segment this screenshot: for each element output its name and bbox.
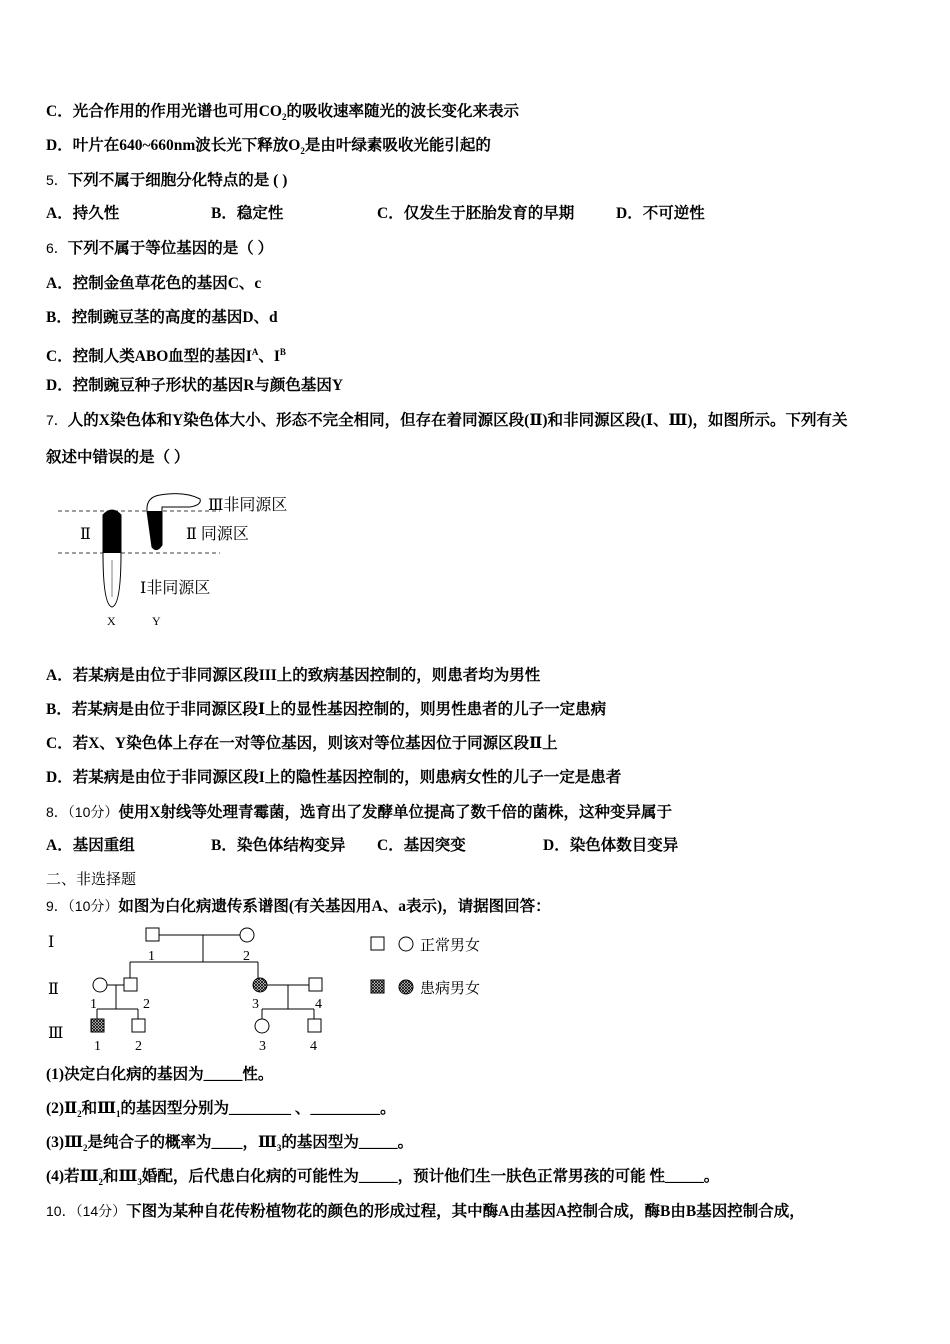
- q8-option-b: B．染色体结构变异: [211, 837, 346, 854]
- q6-option-c: C．控制人类ABO血型的基因$I^A$、$I^B$: [46, 347, 286, 366]
- gen2-num-4: 4: [315, 997, 322, 1012]
- q9-sub4: (4)若$Ⅲ_2$和$Ⅲ_3$婚配，后代患白化病的可能性为_____，预计他们生一肤色正常男孩的可能 性_____。: [46, 1168, 720, 1188]
- q7-option-a: A．若某病是由位于非同源区段III上的致病基因控制的，则患者均为男性: [46, 667, 541, 684]
- q5-stem: 5．下列不属于细胞分化特点的是 ( ): [46, 172, 288, 189]
- gen3-num-3: 3: [259, 1039, 266, 1054]
- gen1-num-2: 2: [243, 949, 250, 964]
- legend-normal-male: [371, 937, 384, 950]
- gen2-male-2: [124, 978, 137, 991]
- label-I-nonhomologous: Ⅰ非同源区: [140, 580, 211, 597]
- q5-option-a: A．持久性: [46, 205, 120, 222]
- q4-option-c: C．光合作用的作用光谱也可用$CO_2$的吸收速率随光的波长变化来表示: [46, 103, 519, 123]
- gen2-male-4: [309, 978, 322, 991]
- gen1-num-1: 1: [148, 949, 155, 964]
- y-label: Y: [152, 614, 161, 628]
- legend-normal-female: [399, 937, 413, 951]
- gen3-num-2: 2: [135, 1039, 142, 1054]
- legend-normal-text: 正常男女: [420, 938, 481, 954]
- q7-option-d: D．若某病是由位于非同源区段I上的隐性基因控制的，则患病女性的儿子一定是患者: [46, 769, 622, 786]
- q8-option-d: D．染色体数目变异: [543, 837, 679, 854]
- label-II-homologous: Ⅱ 同源区: [186, 526, 249, 543]
- q6-stem: 6．下列不属于等位基因的是（ ）: [46, 240, 274, 257]
- legend-affected-female: [399, 980, 413, 994]
- q9-sub2: $(2)Ⅱ_2$和$Ⅲ_1$的基因型分别为________ 、_________。: [46, 1100, 396, 1120]
- gen2-num-2: 2: [143, 997, 150, 1012]
- gen2-num-1: 1: [90, 997, 97, 1012]
- gen3-male-1-affected: [91, 1019, 104, 1032]
- q8-option-c: C．基因突变: [377, 837, 466, 854]
- q6-option-b: B．控制豌豆茎的高度的基因D、d: [46, 309, 278, 326]
- q8-stem: 8．（10分）使用X射线等处理青霉菌，选育出了发酵单位提高了数千倍的菌株，这种变异属于: [46, 804, 673, 821]
- q5-option-d: D．不可逆性: [616, 205, 705, 222]
- gen-label-II: Ⅱ: [48, 981, 59, 998]
- gen-label-III: Ⅲ: [48, 1025, 64, 1042]
- gen3-male-4: [308, 1019, 321, 1032]
- label-III-nonhomologous: Ⅲ非同源区: [208, 497, 288, 514]
- q9-sub3: $(3)Ⅲ_2$是纯合子的概率为____，$Ⅲ_3$的基因型为_____。: [46, 1134, 414, 1154]
- q5-option-b: B．稳定性: [211, 205, 284, 222]
- label-II-left: Ⅱ: [80, 526, 91, 543]
- section-heading: 二、非选择题: [46, 871, 137, 888]
- q6-option-a: A．控制金鱼草花色的基因C、c: [46, 275, 262, 292]
- gen3-male-2: [132, 1019, 145, 1032]
- gen2-female-3-affected: [253, 978, 267, 992]
- q7-stem-line2: 叙述中错误的是（ ）: [46, 449, 190, 466]
- gen1-male-1: [146, 928, 159, 941]
- q6-option-d: D．控制豌豆种子形状的基因R与颜色基因Y: [46, 377, 344, 394]
- q7-option-b: B．若某病是由位于非同源区段Ⅰ上的显性基因控制的，则男性患者的儿子一定患病: [46, 701, 607, 718]
- gen3-female-3: [255, 1019, 269, 1033]
- q10-stem: 10．（14分）下图为某种自花传粉植物花的颜色的形成过程，其中酶A由基因A控制合成，酶B由B基因控制合成，: [46, 1203, 805, 1220]
- gen1-female-2: [240, 928, 254, 942]
- gen3-num-4: 4: [310, 1039, 317, 1054]
- pedigree-chart: [40, 922, 500, 1062]
- q5-option-c: C．仅发生于胚胎发育的早期: [377, 205, 575, 222]
- q7-option-c: C．若X、Y染色体上存在一对等位基因，则该对等位基因位于同源区段Ⅱ上: [46, 735, 558, 752]
- gen2-female-1: [93, 978, 107, 992]
- legend-affected-text: 患病男女: [420, 981, 481, 997]
- gen2-num-3: 3: [252, 997, 259, 1012]
- xy-chromosome-figure: [50, 485, 320, 635]
- legend-affected-male: [371, 980, 384, 993]
- x-label: X: [107, 614, 116, 628]
- q4-option-d: D．叶片在640~660nm波长光下释放$O_2$是由叶绿素吸收光能引起的: [46, 137, 491, 157]
- gen-label-I: Ⅰ: [48, 934, 55, 951]
- q8-option-a: A．基因重组: [46, 837, 135, 854]
- q9-sub1: (1)决定白化病的基因为_____性。: [46, 1066, 274, 1083]
- gen3-num-1: 1: [94, 1039, 101, 1054]
- q9-stem: 9．（10分）如图为白化病遗传系谱图(有关基因用A、a表示)，请据图回答：: [46, 898, 551, 915]
- q7-stem-line1: 7．人的X染色体和Y染色体大小、形态不完全相同，但存在着同源区段(Ⅱ)和非同源区段(Ⅰ、Ⅲ)，如图所示。下列有关: [46, 412, 848, 429]
